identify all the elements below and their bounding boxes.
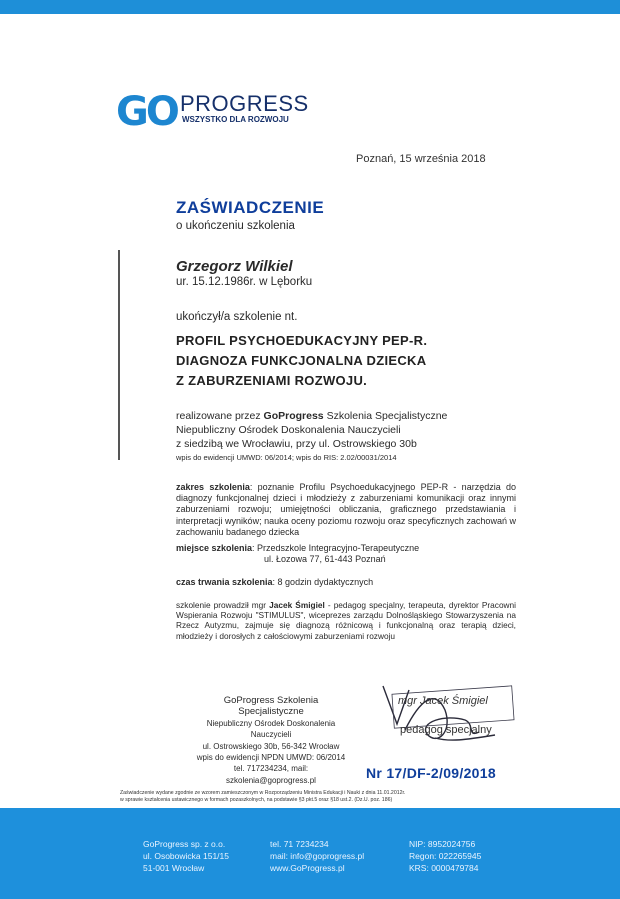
legal-note <box>120 790 510 804</box>
course-title-line: PROFIL PSYCHOEDUKACYJNY PEP-R. <box>176 333 428 348</box>
duration-label: czas trwania szkolenia <box>176 577 273 587</box>
training-duration <box>176 577 516 588</box>
footer-line: Regon: 022265945 <box>409 851 482 861</box>
footer-email-link[interactable]: mail: info@goprogress.pl <box>270 851 365 861</box>
training-scope <box>176 482 516 538</box>
top-color-band <box>0 0 620 14</box>
organizer-stamp <box>191 695 351 786</box>
stamp-line: tel. 717234234, mail: szkolenia@goprogress.pl <box>226 764 316 785</box>
signature-name: mgr Jacek Śmigiel <box>398 695 488 707</box>
organizer-suffix: Szkolenia Specjalistyczne <box>323 410 448 422</box>
organizer-prefix: realizowane przez <box>176 410 264 422</box>
scope-text: : poznanie Profilu Psychoedukacyjnego PEP-R - narzędzia do diagnozy funkcjonalnej dzieci i młodzieży z zaburzeniami komunikacji oraz innymi zaburzeniami rozwoju; umiejętności obliczania, graficznego przedstawiania i interpretacji wyników; nauka oceny poziomu rozwoju oraz specyficznych zachowań w zachowaniu badanego dziecka <box>176 482 517 537</box>
training-venue <box>176 543 476 565</box>
legal-line: Zaświadczenie wydane zgodnie ze wzorem zamieszczonym w Rozporządzeniu Ministra Edukacji i Nauki z dnia 11.01.2012r. <box>120 790 406 796</box>
footer-line: KRS: 0000479784 <box>409 863 479 873</box>
organizer-line: z siedzibą we Wrocławiu, przy ul. Ostrowskiego 30b <box>176 438 417 450</box>
footer-contact <box>270 838 364 874</box>
duration-text: : 8 godzin dydaktycznych <box>272 577 374 587</box>
recipient-name: Grzegorz Wilkiel <box>176 258 293 275</box>
organizer-brand: GoProgress <box>263 410 324 422</box>
trainer-prefix: szkolenie prowadził mgr <box>176 600 270 610</box>
course-title-line: Z ZABURZENIAMI ROZWOJU. <box>176 373 368 388</box>
logo-go-mark: GO <box>116 89 177 135</box>
footer-line: GoProgress sp. z o.o. <box>143 839 226 849</box>
stamp-line: GoProgress Szkolenia Specjalistyczne <box>223 695 319 718</box>
place-date: Poznań, 15 września 2018 <box>356 153 486 165</box>
course-title <box>176 331 427 391</box>
venue-label: miejsce szkolenia <box>176 543 253 553</box>
venue-line: : Przedszkole Integracyjno-Terapeutyczne <box>252 543 420 553</box>
trainer-info <box>176 600 516 641</box>
footer-phone: tel. 71 7234234 <box>270 839 329 849</box>
stamp-line: ul. Ostrowskiego 30b, 56-342 Wrocław <box>202 741 340 751</box>
certificate-title: ZAŚWIADCZENIE <box>176 198 325 217</box>
footer-line: NIP: 8952024756 <box>409 839 476 849</box>
left-divider-line <box>118 250 120 460</box>
recipient-birth: ur. 15.12.1986r. w Lęborku <box>176 276 313 288</box>
footer-registry <box>409 838 481 874</box>
scope-label: zakres szkolenia <box>176 482 250 492</box>
stamp-line: wpis do ewidencji NPDN UMWD: 06/2014 <box>196 753 346 763</box>
signature-area <box>375 680 520 750</box>
logo-progress-word: PROGRESS <box>180 91 309 116</box>
footer-line: 51-001 Wrocław <box>143 863 205 873</box>
trainer-description: - pedagog specjalny, terapeuta, dyrektor Pracowni Wspierania Rozwoju "STIMULUS", wiceprezes zarządu Dolnośląskiego Stowarzyszenia na Rzecz Autyzmu, zajmuje się diagnozą różnicową i funkcjonalną oraz terapią dzieci, młodzieży i dorosłych z całościowymi zaburzeniami rozwoju <box>176 600 517 641</box>
signature-scribble <box>375 680 520 750</box>
logo-tagline: WSZYSTKO DLA ROZWOJU <box>182 115 289 124</box>
signature-role: pedagog specjalny <box>400 724 492 736</box>
footer-company <box>143 838 229 874</box>
completed-text: ukończył/a szkolenie nt. <box>176 311 298 323</box>
organizer-line: Niepubliczny Ośrodek Doskonalenia Nauczycieli <box>176 424 401 436</box>
certificate-subtitle: o ukończeniu szkolenia <box>176 220 295 232</box>
organizer-registry: wpis do ewidencji UMWD: 06/2014; wpis do RIS: 2.02/00031/2014 <box>176 453 397 462</box>
stamp-line: Niepubliczny Ośrodek Doskonalenia Nauczycieli <box>206 718 336 740</box>
organizer-info <box>176 409 447 465</box>
footer-website-link[interactable]: www.GoProgress.pl <box>270 863 345 873</box>
footer-line: ul. Osobowicka 151/15 <box>143 851 229 861</box>
legal-line: w sprawie kształcenia ustawicznego w formach pozaszkolnych, na podstawie §3 pkt.5 oraz §18 ust.2. (Dz.U. poz. 186) <box>120 797 393 803</box>
venue-address: ul. Łozowa 77, 61-443 Poznań <box>264 554 386 565</box>
course-title-line: DIAGNOZA FUNKCJONALNA DZIECKA <box>176 353 427 368</box>
certificate-number: Nr 17/DF-2/09/2018 <box>366 765 496 781</box>
trainer-name: Jacek Śmigiel <box>269 600 325 610</box>
